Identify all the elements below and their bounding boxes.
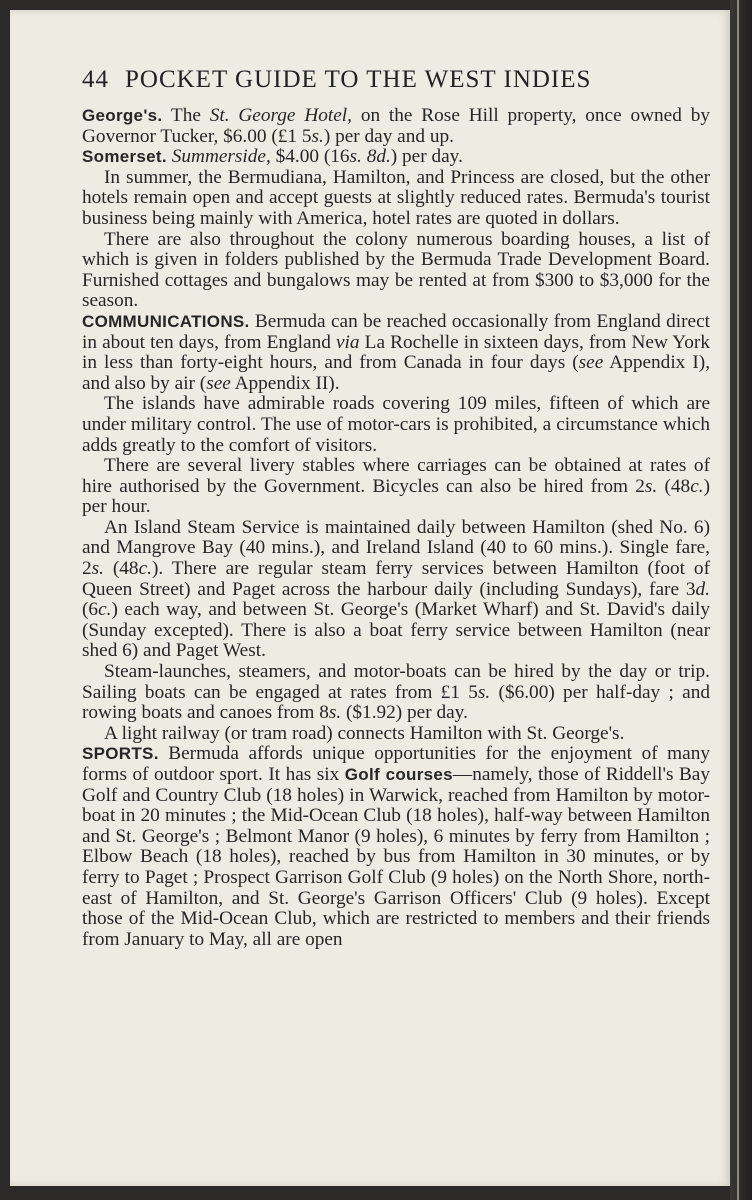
paragraph-boarding-houses: There are also throughout the colony numerous boarding houses, a list of which is given in folders published by the Bermuda Trade Development Board. Furnished cottages and bungalows may be rented at from $300 to $3,000 for the season. [82, 228, 710, 312]
paragraph-sports: SPORTS. Bermuda affords unique opportunities for the enjoyment of many forms of outdoor sport. It has six Golf courses—namely, those of Riddell's Bay Golf and Country Club (18 holes) in Warwick, reached from Hamilton by motor-boat in 20 minutes ; the Mid-Ocean Club (18 holes), half-way between Hamilton and St. George's ; Belmont Manor (9 holes), 6 minutes by ferry from Hamilton ; Elbow Beach (18 holes), reached by bus from Hamilton in 30 minutes, or by ferry to Paget ; Prospect Garrison Golf Club (9 holes) on the North Shore, north-east of Hamilton, and St. George's Garrison Officers' Club (9 holes). Except those of the Mid-Ocean Club, which are restricted to members and their friends from January to May, all are open [82, 743, 710, 950]
section-heading-somerset: Somerset. [82, 147, 167, 167]
hotel-name: Summerside, [171, 146, 271, 168]
paragraph-communications: COMMUNICATIONS. Bermuda can be reached occasionally from England direct in about ten days, from England via La Rochelle in sixteen days, from New York in less than forty-eight hours, and from Canada in four days (see Appendix I), and also by air (see Appendix II). [82, 310, 711, 394]
section-heading-communications: COMMUNICATIONS. [82, 311, 250, 331]
page-number: 44 [82, 66, 109, 93]
paragraph-railway: A light railway (or tram road) connects Hamilton with St. George's. [104, 722, 625, 744]
paragraph-boats: Steam-launches, steamers, and motor-boats can be hired by the day or trip. Sailing boats can be engaged at rates from £1 5s. ($6.00) per half-day ; and rowing boats and canoes from 8s. ($1.92) per day. [82, 661, 710, 724]
book-page [10, 10, 730, 1186]
hotel-name: St. George Hotel, [209, 105, 352, 126]
section-heading-sports: SPORTS. [82, 744, 159, 764]
book-spine-edge [730, 0, 752, 1200]
spine-line [737, 0, 739, 1200]
paragraph-st-george-hotel: George's. The St. George Hotel, on the Rose Hill property, once owned by Governor Tucker, $6.00 (£1 5s.) per day and up. [82, 105, 710, 147]
section-heading-georges: George's. [82, 106, 163, 125]
paragraph-livery-stables: There are several livery stables where carriages can be obtained at rates of hire authorised by the Government. Bicycles can also be hired from 2s. (48c.) per hour. [82, 455, 710, 518]
paragraph-summer-rates: In summer, the Bermudiana, Hamilton, and Princess are closed, but the other hotels remain open and accept guests at slightly reduced rates. Bermuda's tourist business being mainly with America, hotel rates are quoted in dollars. [82, 166, 710, 229]
running-title: POCKET GUIDE TO THE WEST INDIES [125, 66, 592, 93]
paragraph-steam-service: An Island Steam Service is maintained daily between Hamilton (shed No. 6) and Mangrove Bay (40 mins.), and Ireland Island (40 to 60 mins.). Single fare, 2s. (48c.). There are regular steam ferry services between Hamilton (foot of Queen Street) and Paget across the harbour daily (including Sundays), fare 3d. (6c.) each way, and between St. George's (Market Wharf) and St. David's daily (Sunday excepted). There is also a boat ferry service between Hamilton (near shed 6) and Paget West. [82, 516, 710, 662]
paragraph-roads: The islands have admirable roads covering 109 miles, fifteen of which are under military control. The use of motor-cars is prohibited, a circumstance which adds greatly to the comfort of visitors. [82, 393, 710, 456]
golf-courses-heading: Golf courses [344, 765, 453, 784]
body-text [82, 106, 710, 950]
running-header [82, 66, 702, 94]
paragraph-somerset: Somerset. Summerside, $4.00 (16s. 8d.) per day. [82, 146, 463, 168]
